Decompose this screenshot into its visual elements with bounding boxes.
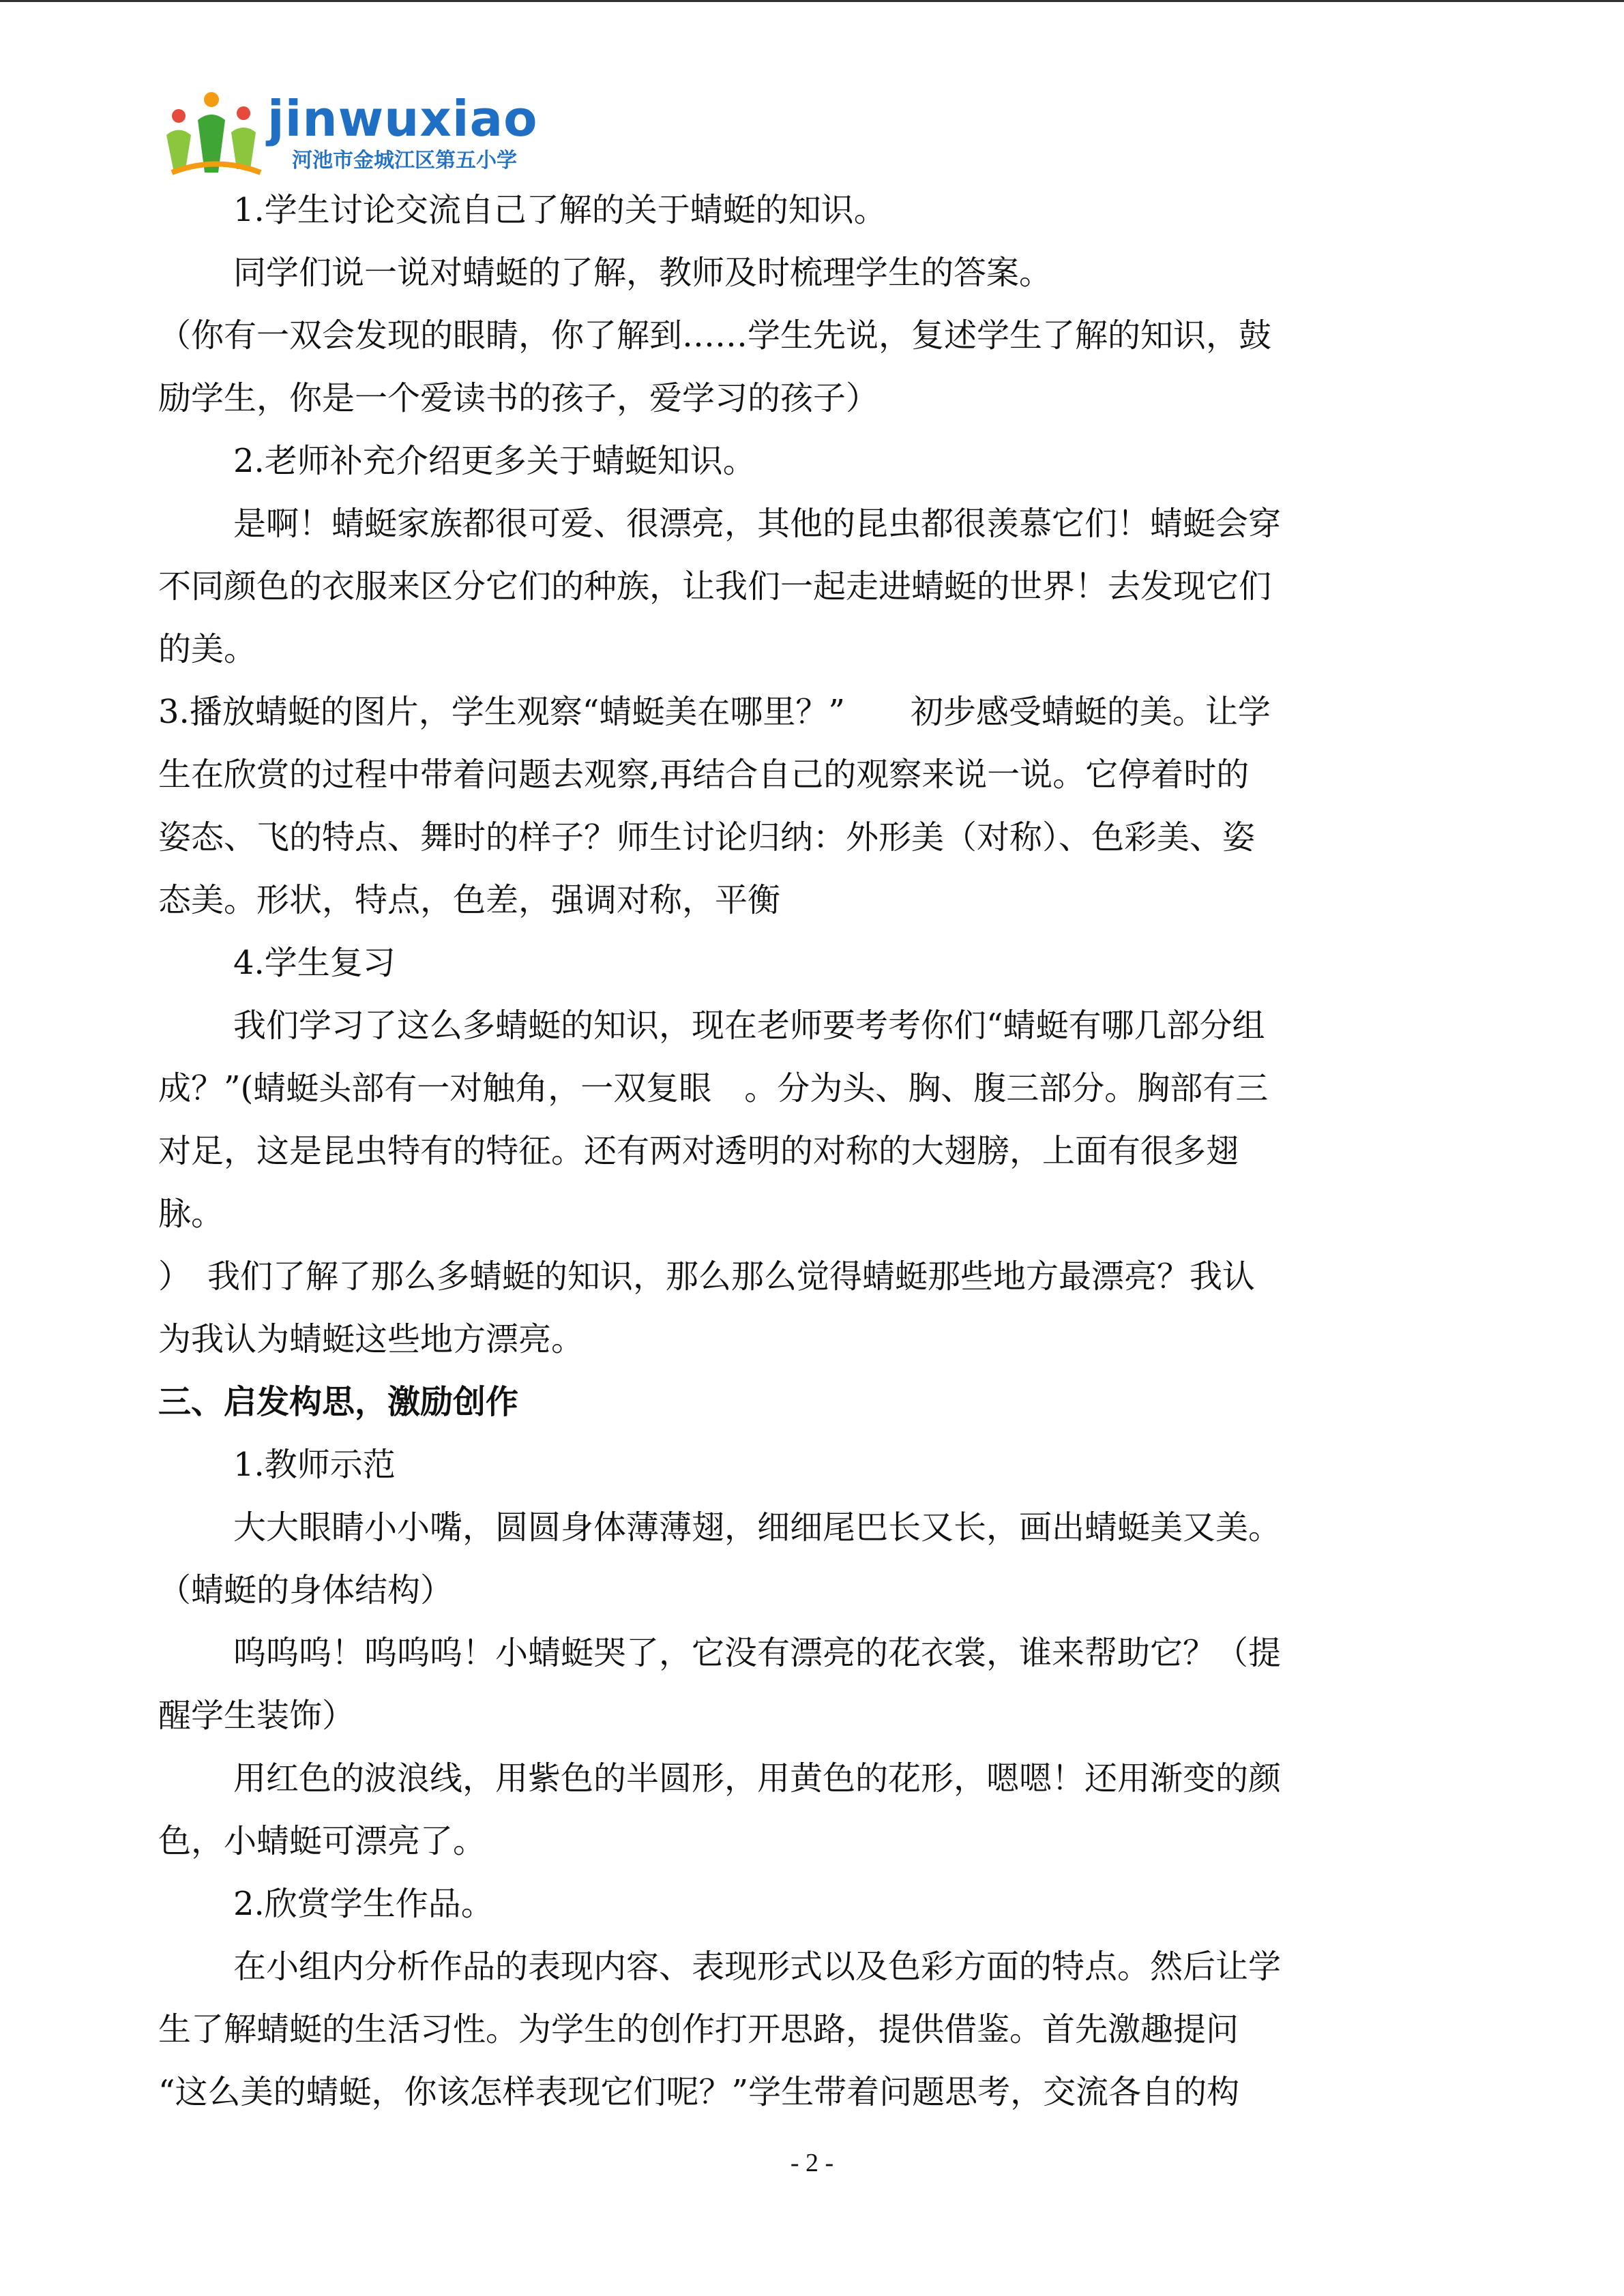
paragraph-line: ） 我们了解了那么多蜻蜓的知识，那么那么觉得蜻蜓那些地方最漂亮？我认 — [158, 1257, 1256, 1296]
school-logo — [158, 87, 538, 183]
document-body — [158, 179, 1468, 2123]
paragraph-line: 为我认为蜻蜓这些地方漂亮。 — [158, 1320, 585, 1358]
paragraph-line: 3.播放蜻蜓的图片，学生观察“蜻蜓美在哪里？” 初步感受蜻蜓的美。让学 — [158, 693, 1271, 731]
paragraph-line: “这么美的蜻蜓，你该怎样表现它们呢？”学生带着问题思考，交流各自的构 — [158, 2073, 1240, 2111]
paragraph-line: 我们学习了这么多蜻蜓的知识，现在老师要考考你们“蜻蜓有哪几部分组 — [233, 1007, 1265, 1045]
paragraph-line: （蜻蜓的身体结构） — [158, 1571, 454, 1609]
paragraph-line: 态美。形状，特点，色差，强调对称，平衡 — [158, 881, 781, 919]
paragraph-line: 不同颜色的衣服来区分它们的种族，让我们一起走进蜻蜓的世界！去发现它们 — [158, 567, 1272, 606]
paragraph-line: 在小组内分析作品的表现内容、表现形式以及色彩方面的特点。然后让学 — [233, 1948, 1282, 1986]
paragraph-line: 大大眼睛小小嘴，圆圆身体薄薄翅，细细尾巴长又长，画出蜻蜓美又美。 — [233, 1508, 1282, 1547]
paragraph-line: 用红色的波浪线，用紫色的半圆形，用黄色的花形，嗯嗯！还用渐变的颜 — [233, 1759, 1282, 1798]
paragraph-line: 醒学生装饰） — [158, 1697, 355, 1735]
paragraph-line: 色，小蜻蜓可漂亮了。 — [158, 1822, 486, 1860]
paragraph-line: 2.老师补充介绍更多关于蜻蜓知识。 — [233, 442, 756, 480]
paragraph-line: 1.教师示范 — [233, 1446, 396, 1484]
section-heading: 三、启发构思，激励创作 — [158, 1383, 519, 1421]
paragraph-line: 对足，这是昆虫特有的特征。还有两对透明的对称的大翅膀，上面有很多翅 — [158, 1132, 1239, 1170]
paragraph-line: 生在欣赏的过程中带着问题去观察,再结合自己的观察来说一说。它停着时的 — [158, 756, 1250, 794]
paragraph-line: 同学们说一说对蜻蜓的了解，教师及时梳理学生的答案。 — [233, 254, 1052, 292]
paragraph-line: 生了解蜻蜓的生活习性。为学生的创作打开思路，提供借鉴。首先激趣提问 — [158, 2010, 1239, 2048]
paragraph-line: 呜呜呜！呜呜呜！小蜻蜓哭了，它没有漂亮的花衣裳，谁来帮助它？（提 — [233, 1634, 1282, 1672]
paragraph-line: 4.学生复习 — [233, 944, 396, 982]
paragraph-line: 姿态、飞的特点、舞时的样子？师生讨论归纳：外形美（对称）、色彩美、姿 — [158, 818, 1256, 856]
logo-wordmark: jinwuxiao — [267, 90, 538, 147]
paragraph-line: 脉。 — [158, 1195, 224, 1233]
top-border-line — [0, 0, 1624, 2]
paragraph-line: （你有一双会发现的眼睛，你了解到……学生先说，复述学生了解的知识，鼓 — [158, 316, 1272, 355]
paragraph-line: 是啊！蜻蜓家族都很可爱、很漂亮，其他的昆虫都很羡慕它们！蜻蜓会穿 — [233, 505, 1282, 543]
page-number: - 2 - — [790, 2149, 834, 2177]
logo-school-name: 河池市金城江区第五小学 — [292, 149, 517, 173]
paragraph-line: 励学生，你是一个爱读书的孩子，爱学习的孩子） — [158, 379, 879, 417]
paragraph-line: 1.学生讨论交流自己了解的关于蜻蜓的知识。 — [233, 191, 887, 229]
logo-figures-icon — [158, 87, 274, 183]
paragraph-line: 的美。 — [158, 630, 257, 668]
paragraph-line: 成？”(蜻蜓头部有一对触角，一双复眼 。分为头、胸、腹三部分。胸部有三 — [158, 1069, 1269, 1107]
paragraph-line: 2.欣赏学生作品。 — [233, 1885, 494, 1923]
